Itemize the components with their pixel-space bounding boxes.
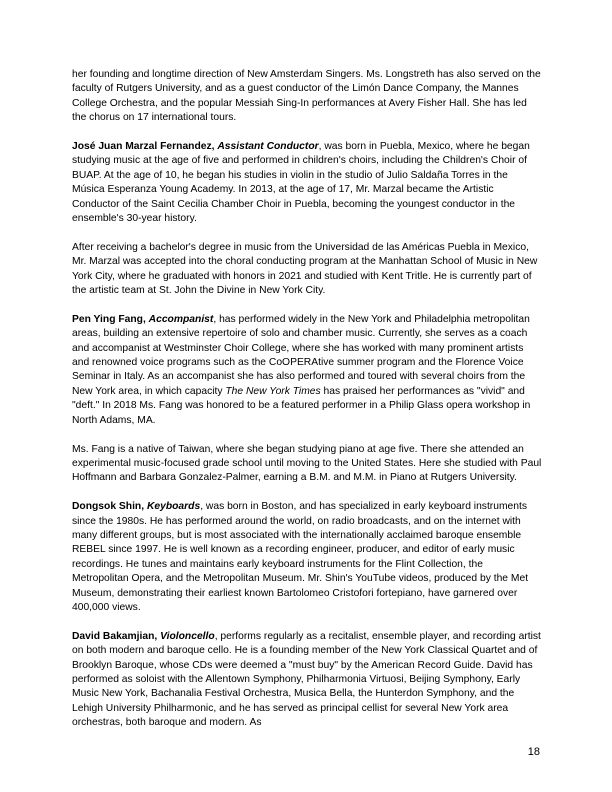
- person-role: Keyboards: [146, 501, 201, 513]
- person-name: Dongsok Shin,: [72, 501, 147, 513]
- paragraph-fang-bio: Pen Ying Fang, Accompanist, has performed widely in the New York and Philadelphia metropolitan areas, building an extensive repertoire of solo and chamber music. Currently, she serves as a coach and accompanist at Westminster Choir College, where she has worked with many prominent artists and renowned voice programs such as the CoOPERAtive summer program and the Florence Voice Seminar in Italy. As an accompanist she has also performed and toured with several choirs from the New York area, in which capacity The New York Times has praised her performances as "vivid" and "deft." In 2018 Ms. Fang was honored to be a featured performer in a Philip Glass opera workshop in North Adams, MA.: [72, 313, 531, 426]
- person-name: Pen Ying Fang,: [72, 313, 149, 325]
- publication-title: The New York Times: [225, 385, 321, 397]
- paragraph-fang-background: Ms. Fang is a native of Taiwan, where she began studying piano at age five. There she attended an experimental music-focused grade school until moving to the United States. Here she studied with Paul Hoffmann and Barbara Gonzalez-Palmer, earning a B.M. and M.M. in Piano at Rutgers University.: [72, 443, 542, 484]
- paragraph-marzal-education: After receiving a bachelor's degree in music from the Universidad de las Américas Puebla in Mexico, Mr. Marzal was accepted into the choral conducting program at the Manhattan School of Music in New York City, where he graduated with honors in 2021 and studied with Kent Tritle. He is currently part of the artistic team at St. John the Divine in New York City.: [72, 241, 538, 297]
- paragraph-marzal-bio: José Juan Marzal Fernandez, Assistant Conductor, was born in Puebla, Mexico, where he began studying music at the age of five and performed in children's choirs, including the Children's Choir of BUAP. At the age of 10, he began his studies in violin in the studio of Julio Saldaña Torres in the Música Esperanza Young Academy. In 2013, at the age of 17, Mr. Marzal became the Artistic Conductor of the Saint Cecilia Chamber Choir in Puebla, becoming the youngest conductor in the ensemble's 30-year history.: [72, 141, 530, 225]
- body-text: [72, 68, 542, 745]
- person-name: David Bakamjian,: [72, 630, 161, 642]
- person-role: Assistant Conductor: [217, 141, 319, 153]
- paragraph-shin-bio: Dongsok Shin, Keyboards, was born in Boston, and has specialized in early keyboard instruments since the 1980s. He has performed around the world, on radio broadcasts, and on the internet with many different groups, but is most associated with the internationally acclaimed baroque ensemble REBEL since 1997. He is well known as a recording engineer, producer, and editor of early music recordings. He tunes and maintains early keyboard instruments for the Flint Collection, the Metropolitan Opera, and the Metropolitan Museum. Mr. Shin's YouTube videos, produced by the Met Museum, demonstrating their earliest known Bartolomeo Cristofori fortepiano, have garnered over 400,000 views.: [72, 501, 529, 613]
- person-role: Accompanist: [148, 313, 214, 325]
- paragraph-bakamjian-bio: David Bakamjian, Violoncello, performs regularly as a recitalist, ensemble player, and recording artist on both modern and baroque cello. He is a founding member of the New York Classical Quartet and of Brooklyn Baroque, whose CDs were deemed a "must buy" by the American Record Guide. David has performed as soloist with the Allentown Symphony, Philharmonia Virtuosi, Beijing Symphony, Early Music New York, Bachanalia Festival Orchestra, Musica Bella, the Hunterdon Symphony, and the Lehigh University Philharmonic, and he has served as principal cellist for several New York area orchestras, both baroque and modern. As: [72, 630, 541, 729]
- person-role: Violoncello: [160, 630, 215, 642]
- page-number: 18: [527, 746, 540, 758]
- paragraph-longstreth-continued: her founding and longtime direction of New Amsterdam Singers. Ms. Longstreth has also served on the faculty of Rutgers University, and as a guest conductor of the Limón Dance Company, the Mannes College Orchestra, and the popular Messiah Sing-In performances at Avery Fisher Hall. She has led the chorus on 17 international tours.: [72, 69, 541, 124]
- person-name: José Juan Marzal Fernandez,: [72, 141, 218, 153]
